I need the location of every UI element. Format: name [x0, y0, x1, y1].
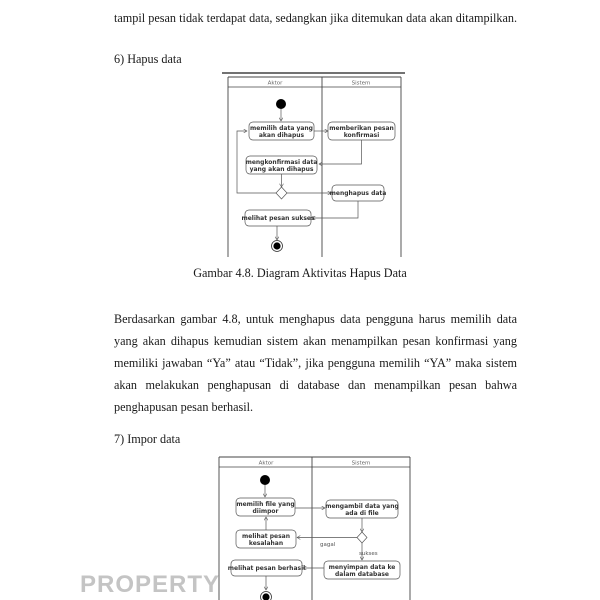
- diagram-label: memilih file yang: [236, 501, 295, 508]
- guard-gagal: gagal: [320, 542, 336, 548]
- guard-sukses: sukses: [359, 551, 378, 557]
- diagram-label: konfirmasi: [343, 132, 380, 139]
- lane-label-aktor: Aktor: [258, 460, 274, 467]
- paragraph-line: akan melakukan penghapusan di database dan menampilkan pesan bahwa: [114, 378, 517, 392]
- diagram-label: memilih data yang: [250, 125, 313, 132]
- diagram-label: melihat pesan: [242, 533, 290, 540]
- section-heading-impor-data: 7) Impor data: [114, 432, 181, 446]
- diagram-label: ada di file: [345, 510, 379, 517]
- paragraph-line: tampil pesan tidak terdapat data, sedangkan jika ditemukan data akan ditampilkan.: [114, 11, 517, 25]
- decision-node-icon: [357, 532, 367, 543]
- diagram-label: melihat pesan berhasil: [227, 565, 306, 572]
- section-heading-hapus-data: 6) Hapus data: [114, 52, 182, 66]
- paragraph-line: yang akan dihapus kemudian sistem akan menampilkan pesan konfirmasi yang: [114, 334, 517, 348]
- paragraph-line: memiliki jawaban “Ya” atau “Tidak”, jika pengguna memilih “YA” maka sistem: [114, 356, 517, 370]
- diagram-label: mengkonfirmasi data: [245, 159, 318, 166]
- diagram-label: diimpor: [252, 508, 279, 515]
- diagram-label: kesalahan: [248, 540, 284, 547]
- start-node-icon: [260, 475, 270, 485]
- figure-caption: Gambar 4.8. Diagram Aktivitas Hapus Data: [193, 266, 407, 280]
- diagram-label: menghapus data: [329, 190, 387, 197]
- lane-label-sistem: Sistem: [351, 460, 371, 467]
- diagram-label: memberikan pesan: [329, 125, 394, 132]
- paragraph-line: Berdasarkan gambar 4.8, untuk menghapus data pengguna harus memilih data: [114, 312, 517, 326]
- lane-label-aktor: Aktor: [267, 80, 283, 87]
- watermark: PROPERTY: [80, 571, 221, 598]
- diagram-label: akan dihapus: [258, 132, 305, 139]
- lane-label-sistem: Sistem: [351, 80, 371, 87]
- diagram-label: mengambil data yang: [325, 503, 399, 510]
- diagram-label: menyimpan data ke: [328, 564, 396, 571]
- diagram-label: melihat pesan sukses: [241, 215, 315, 222]
- diagram-label: dalam database: [334, 571, 390, 578]
- diagram-label: yang akan dihapus: [249, 166, 314, 173]
- paragraph-line: penghapusan pesan berhasil.: [114, 400, 254, 414]
